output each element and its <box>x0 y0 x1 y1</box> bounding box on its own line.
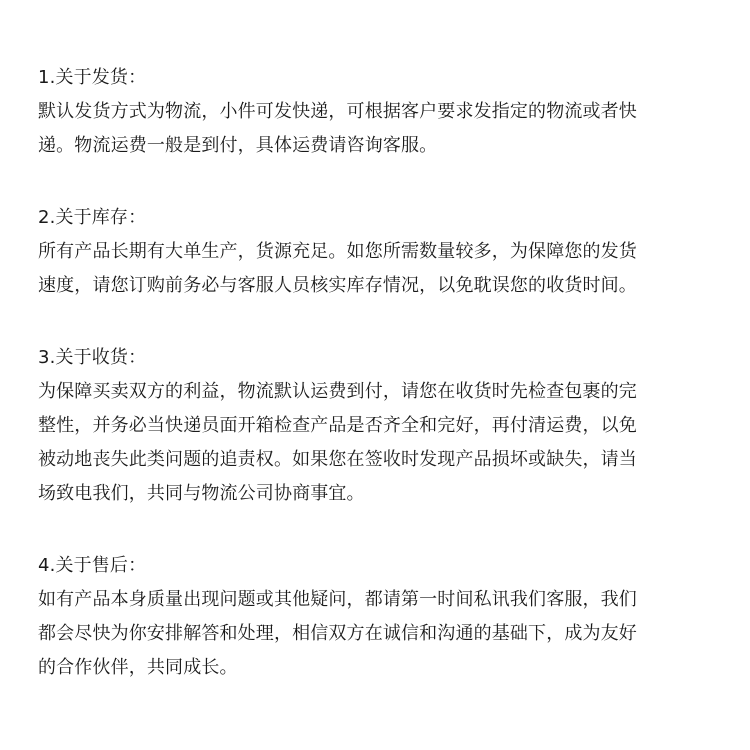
paragraph-line: 都会尽快为你安排解答和处理，相信双方在诚信和沟通的基础下，成为友好 <box>38 623 637 644</box>
section-heading: 3.关于收货： <box>38 347 147 368</box>
paragraph-line: 默认发货方式为物流，小件可发快递，可根据客户要求发指定的物流或者快 <box>38 101 637 122</box>
paragraph-line: 的合作伙伴，共同成长。 <box>38 657 238 678</box>
section-receiving <box>38 341 718 511</box>
paragraph-line: 整性，并务必当快递员面开箱检查产品是否齐全和完好，再付清运费，以免 <box>38 415 637 436</box>
paragraph-line: 递。物流运费一般是到付，具体运费请咨询客服。 <box>38 135 438 156</box>
paragraph-line: 速度，请您订购前务必与客服人员核实库存情况，以免耽误您的收货时间。 <box>38 275 637 296</box>
section-shipping <box>38 61 718 163</box>
section-inventory <box>38 201 718 303</box>
section-after-sales <box>38 549 718 685</box>
paragraph-line: 所有产品长期有大单生产，货源充足。如您所需数量较多，为保障您的发货 <box>38 241 637 262</box>
paragraph-line: 如有产品本身质量出现问题或其他疑问，都请第一时间私讯我们客服，我们 <box>38 589 637 610</box>
paragraph-line: 为保障买卖双方的利益，物流默认运费到付，请您在收货时先检查包裹的完 <box>38 381 637 402</box>
section-heading: 1.关于发货： <box>38 67 147 88</box>
section-heading: 2.关于库存： <box>38 207 147 228</box>
paragraph-line: 被动地丧失此类问题的追责权。如果您在签收时发现产品损坏或缺失，请当 <box>38 449 637 470</box>
section-heading: 4.关于售后： <box>38 555 147 576</box>
paragraph-line: 场致电我们，共同与物流公司协商事宜。 <box>38 483 365 504</box>
